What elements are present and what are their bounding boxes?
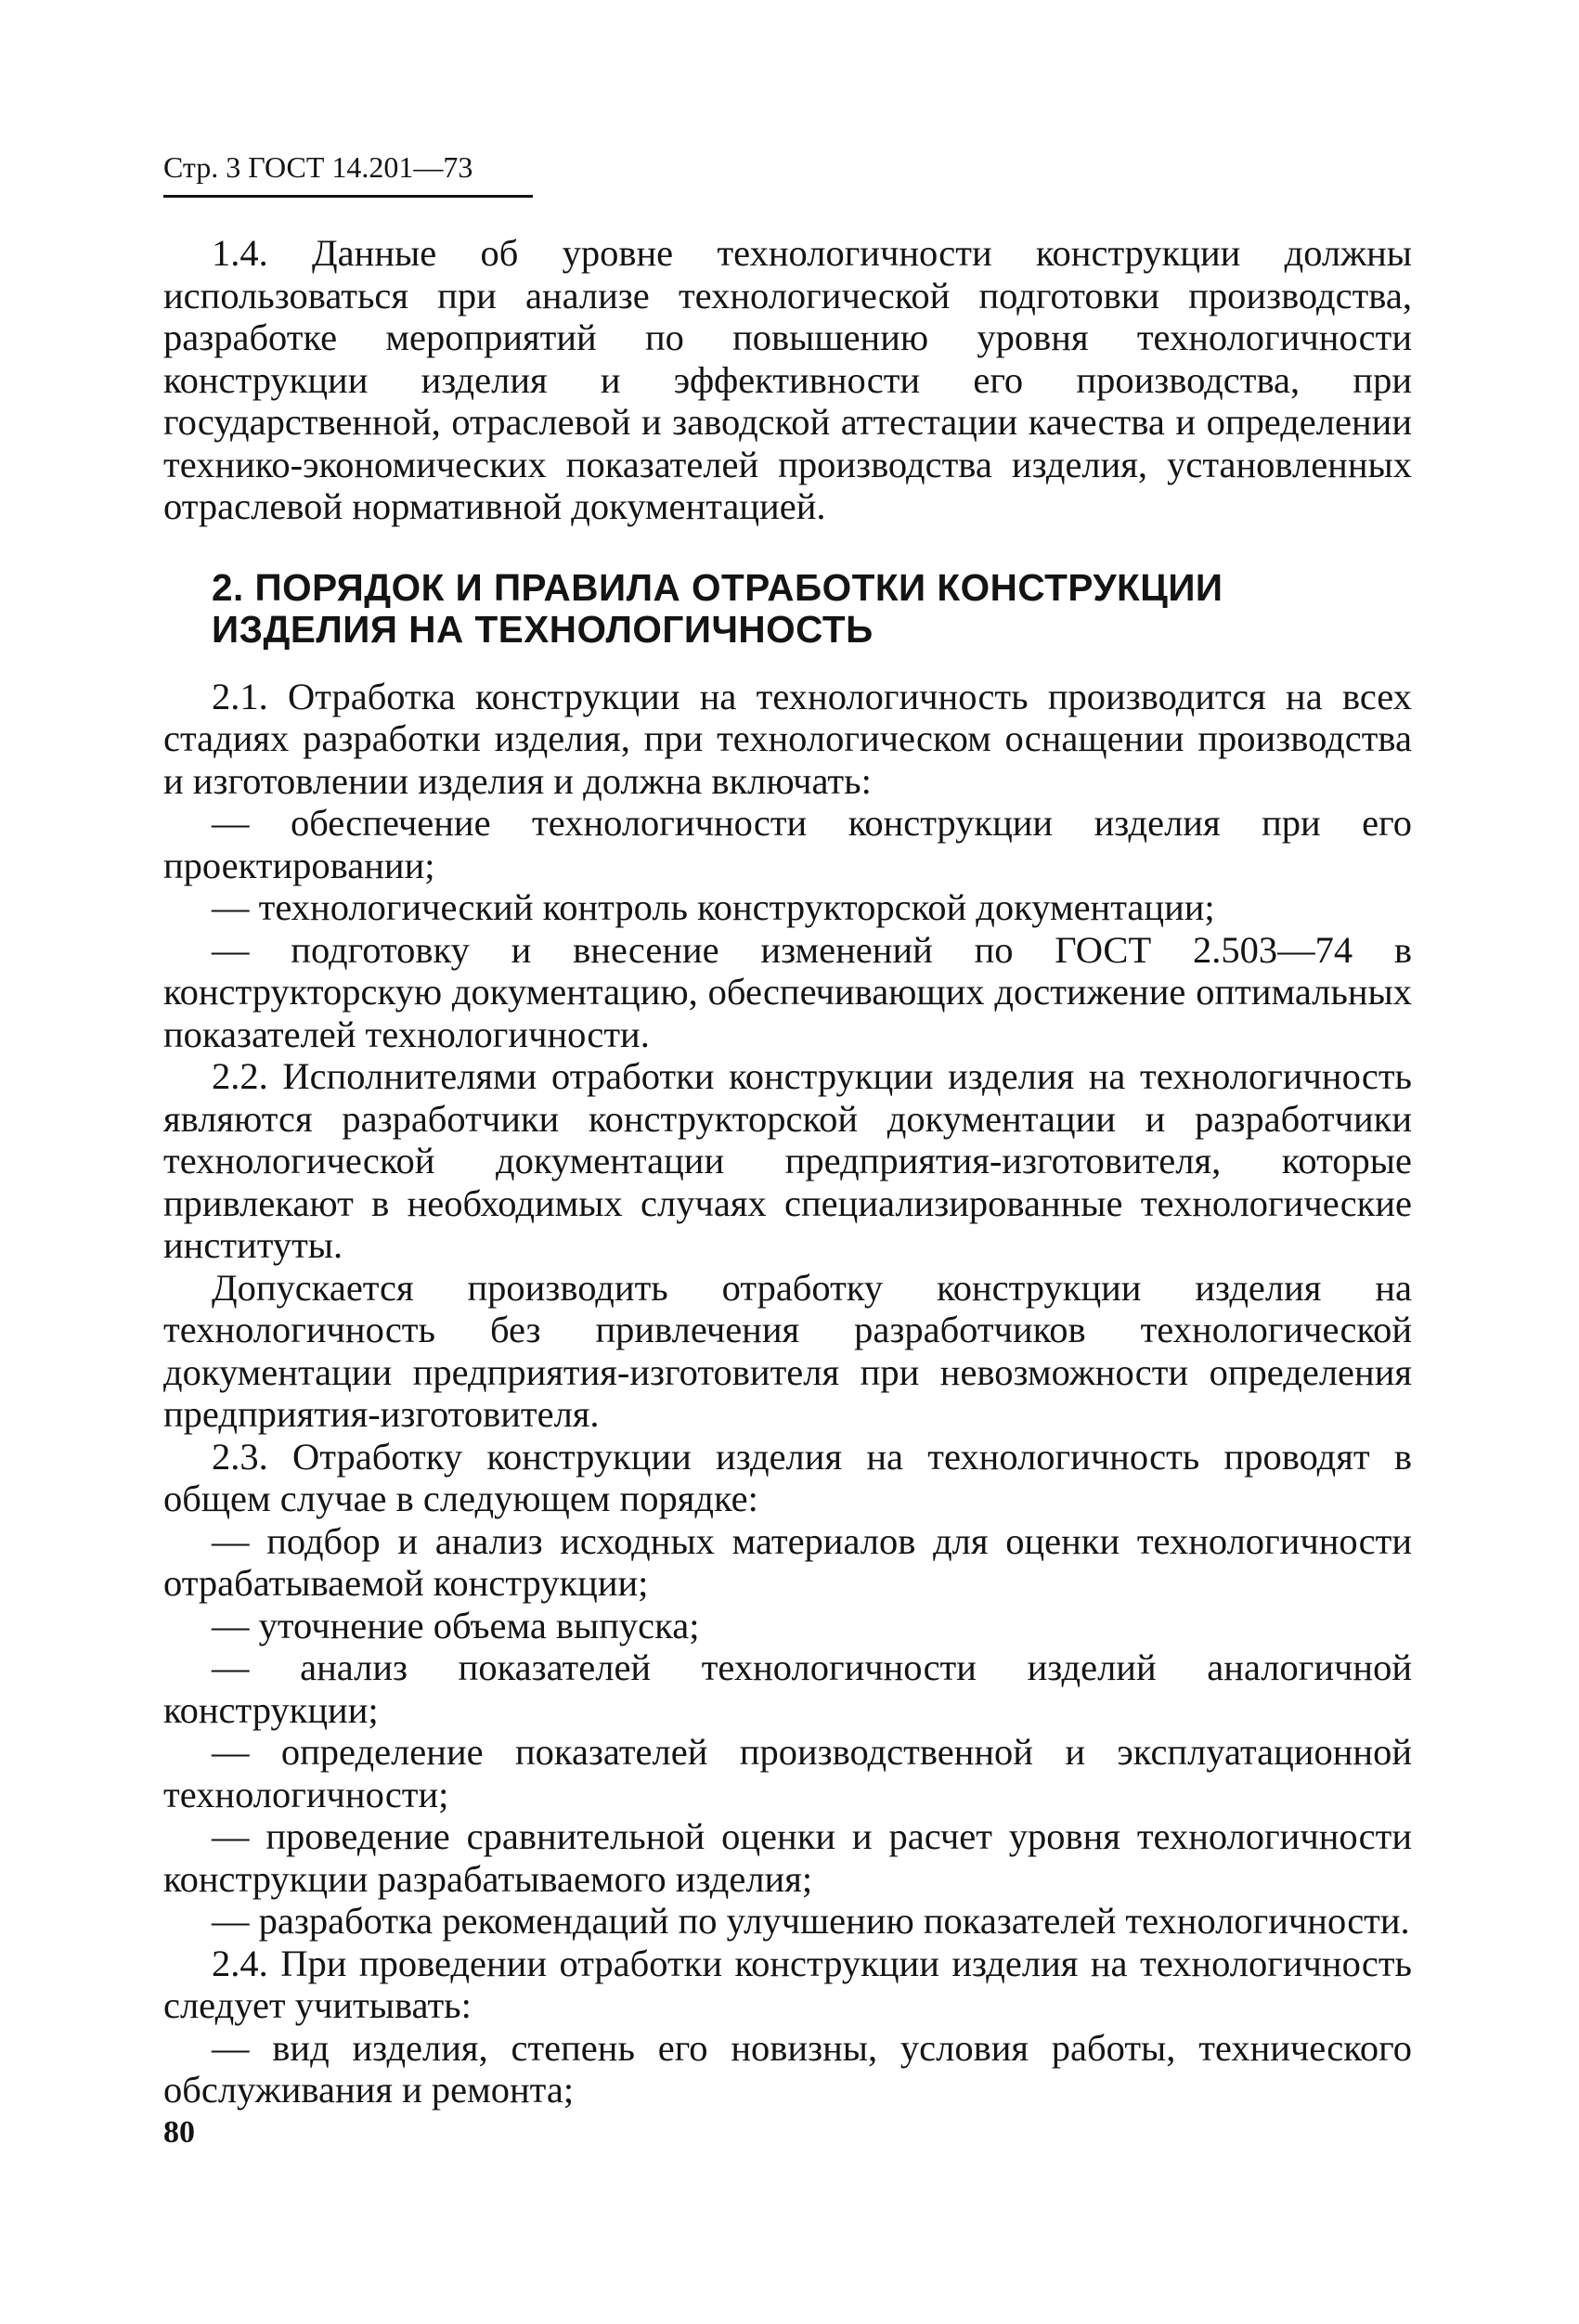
section-2-heading <box>163 528 1412 676</box>
list-item: — определение показателей производственной и эксплуатационной технологичности; <box>163 1731 1412 1815</box>
header-divider <box>163 195 533 198</box>
paragraph-1-4: 1.4. Данные об уровне технологичности конструкции должны использоваться при анализе технологической подготовки производства, разработке мероприятий по повышению уровня технологичности конструкции изделия и эффективности его производства, при государственной, отраслевой и заводской аттестации качества и определении технико-экономических показателей производства изделия, установленных отраслевой нормативной документацией. <box>163 232 1412 527</box>
list-item: — анализ показателей технологичности изделий аналогичной конструкции; <box>163 1646 1412 1731</box>
section-heading-line-1: 2. ПОРЯДОК И ПРАВИЛА ОТРАБОТКИ КОНСТРУКЦИИ <box>212 565 1223 609</box>
document-body <box>163 232 1412 2111</box>
list-item: — разработка рекомендаций по улучшению показателей технологичности. <box>212 1900 1410 1942</box>
list-item: — проведение сравнительной оценки и расчет уровня технологичности конструкции разрабатываемого изделия; <box>163 1815 1412 1900</box>
list-item: — подбор и анализ исходных материалов для оценки технологичности отрабатываемой конструкции; <box>163 1519 1412 1604</box>
paragraph-2-1: 2.1. Отработка конструкции на технологичность производится на всех стадиях разработки изделия, при технологическом оснащении производства и изготовлении изделия и должна включать: <box>163 675 1412 802</box>
paragraph-2-2: 2.2. Исполнителями отработки конструкции изделия на технологичность являются разработчики конструкторской документации и разработчики технологической документации предприятия-изготовителя, которые привлекают в необходимых случаях специализированные технологические институты. <box>163 1055 1412 1266</box>
page-header: Стр. 3 ГОСТ 14.201—73 <box>163 150 473 184</box>
list-item: — технологический контроль конструкторской документации; <box>212 886 1215 928</box>
list-item: — уточнение объема выпуска; <box>212 1604 700 1646</box>
section-heading-line-2: ИЗДЕЛИЯ НА ТЕХНОЛОГИЧНОСТЬ <box>212 608 874 651</box>
page-number: 80 <box>163 2115 195 2150</box>
list-item: — вид изделия, степень его новизны, условия работы, технического обслуживания и ремонта; <box>163 2026 1412 2111</box>
paragraph-2-2-note: Допускается производить отработку конструкции изделия на технологичность без привлечения разработчиков технологической документации предприятия-изготовителя при невозможности определения предприятия-изготовителя. <box>163 1266 1412 1435</box>
list-item: — обеспечение технологичности конструкции изделия при его проектировании; <box>163 802 1412 886</box>
paragraph-2-3: 2.3. Отработку конструкции изделия на технологичность проводят в общем случае в следующем порядке: <box>163 1435 1412 1519</box>
list-item: — подготовку и внесение изменений по ГОСТ 2.503—74 в конструкторскую документацию, обеспечивающих достижение оптимальных показателей технологичности. <box>163 928 1412 1055</box>
paragraph-2-4: 2.4. При проведении отработки конструкции изделия на технологичность следует учитывать: <box>163 1942 1412 2026</box>
